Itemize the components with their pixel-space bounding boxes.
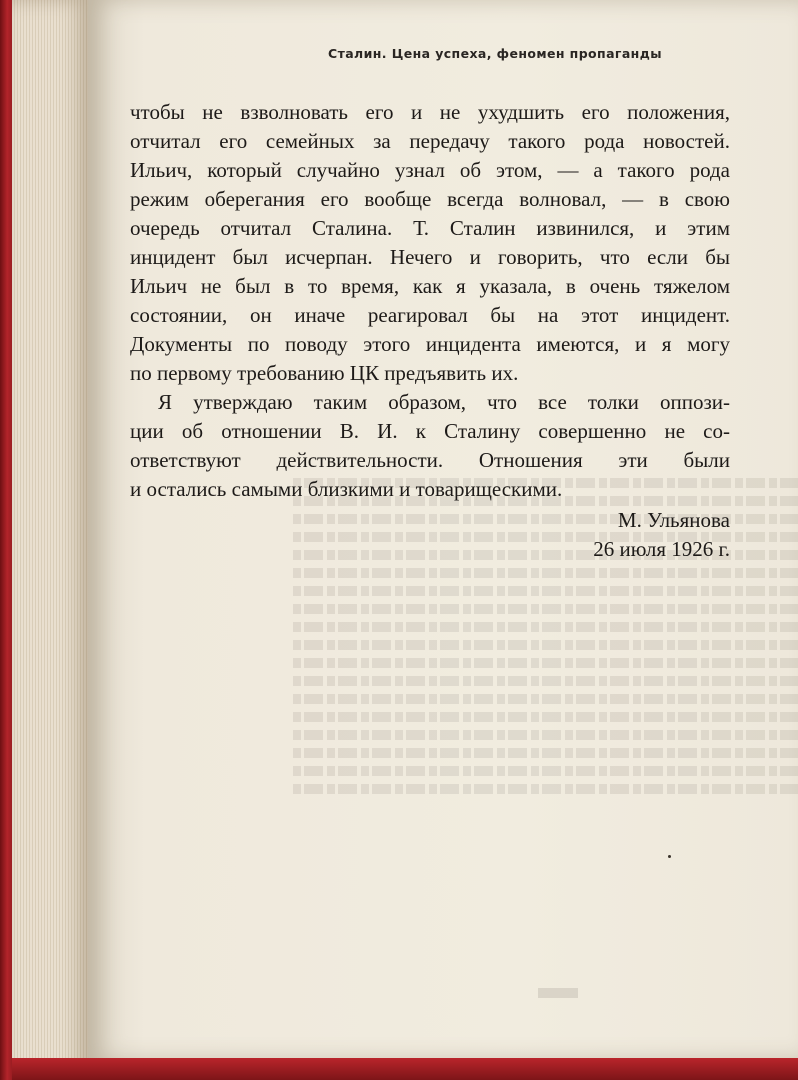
text-line: очередь отчитал Сталина. Т. Сталин извинился, и этим — [130, 216, 730, 240]
text-line: и остались самыми близкими и товарищескими. — [130, 477, 563, 501]
text-line: Документы по поводу этого инцидента имеются, и я могу — [130, 332, 730, 356]
signature-date: 26 июля 1926 г. — [593, 537, 730, 561]
running-head: Сталин. Цена успеха, феномен пропаганды — [328, 46, 662, 61]
text-line: режим оберегания его вообще всегда волновал, — в свою — [130, 187, 730, 211]
text-line: Ильич, который случайно узнал об этом, — а такого рода — [130, 158, 730, 182]
text-line: Ильич не был в то время, как я указала, в очень тяжелом — [130, 274, 730, 298]
paragraph-2 — [130, 388, 730, 504]
text-line: по первому требованию ЦК предъявить их. — [130, 361, 519, 385]
text-line: ответствуют действительности. Отношения эти были — [130, 448, 730, 472]
page-stack-edges — [12, 0, 88, 1080]
text-line: состоянии, он иначе реагировал бы на этот инцидент. — [130, 303, 730, 327]
text-line: ции об отношении В. И. к Сталину совершенно не со- — [130, 419, 730, 443]
text-line: чтобы не взволновать его и не ухудшить его положения, — [130, 100, 730, 124]
signature-block — [130, 506, 730, 564]
text-line: инцидент был исчерпан. Нечего и говорить, что если бы — [130, 245, 730, 269]
book-cover-edge — [0, 0, 12, 1080]
body-text — [130, 98, 730, 564]
paragraph-1 — [130, 98, 730, 388]
signature-name: М. Ульянова — [617, 508, 730, 532]
text-line: Я утверждаю таким образом, что все толки оппози- — [158, 390, 730, 414]
book-cover-bottom-edge — [12, 1058, 798, 1080]
paper-speck — [668, 855, 671, 858]
page-number-bleed — [538, 988, 578, 998]
text-line: отчитал его семейных за передачу такого рода новостей. — [130, 129, 730, 153]
